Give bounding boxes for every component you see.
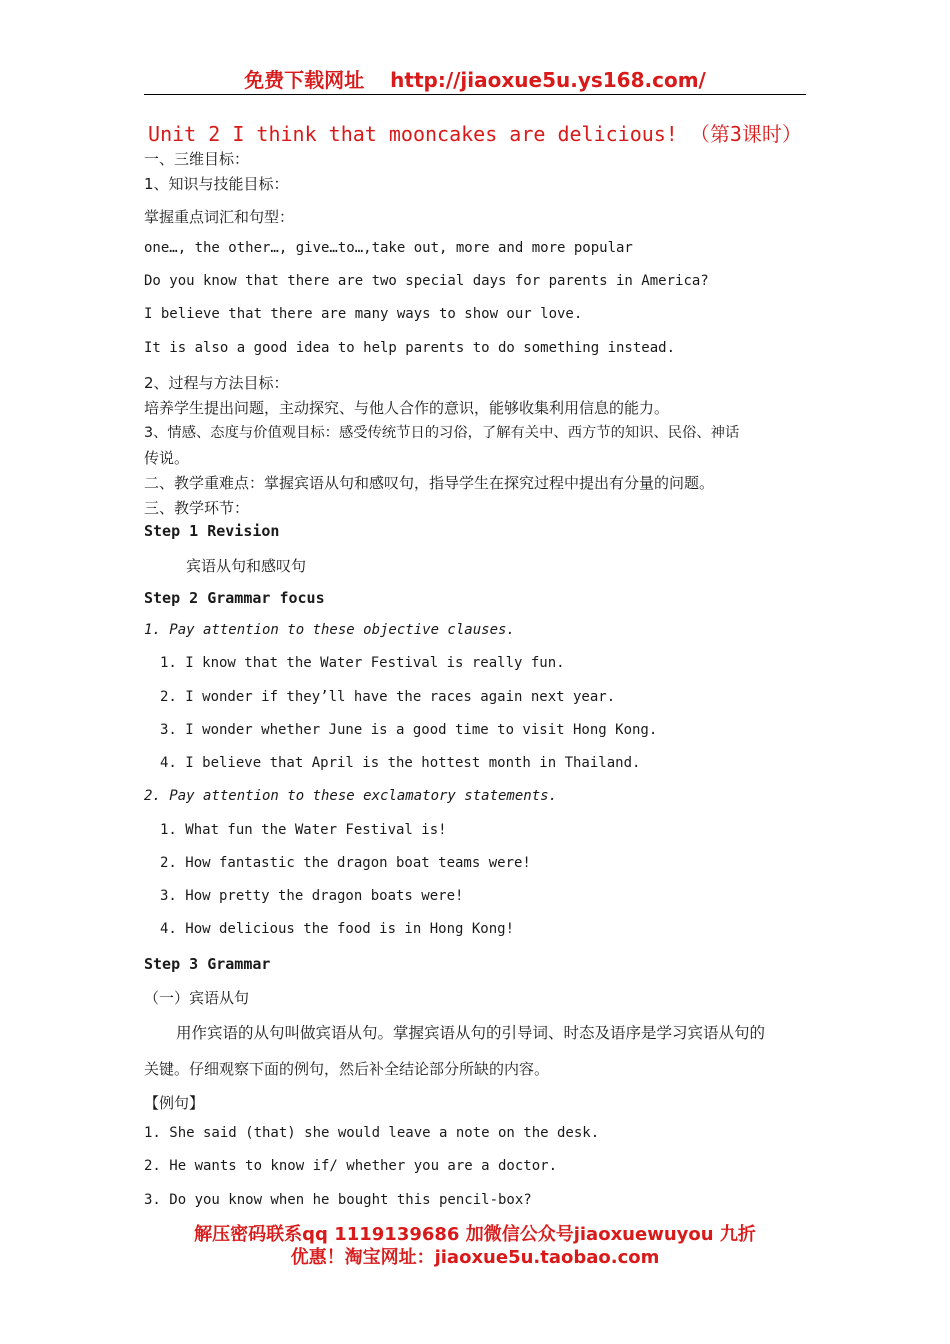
section-heading: 三、教学环节： — [144, 499, 250, 517]
example-sentence: 2. He wants to know if/ whether you are a doctor. — [144, 1158, 558, 1174]
example-sentence: It is also a good idea to help parents to do something instead. — [144, 340, 676, 356]
example-sentence: 1. She said (that) she would leave a note on the desk. — [144, 1125, 600, 1141]
vocab-line: one…, the other…, give…to…,take out, more and more popular — [144, 240, 633, 256]
list-heading: 1. Pay attention to these objective clauses. — [144, 622, 515, 638]
paragraph: 传说。 — [144, 449, 190, 467]
subsection-heading: 1、知识与技能目标： — [144, 175, 289, 193]
list-item: 4. I believe that April is the hottest month in Thailand. — [160, 755, 641, 771]
step-heading: Step 2 Grammar focus — [144, 589, 325, 607]
paragraph: 宾语从句和感叹句 — [186, 557, 307, 575]
paragraph: 掌握重点词汇和句型： — [144, 208, 295, 226]
header-label: 免费下载网址 — [244, 68, 365, 92]
list-item: 1. I know that the Water Festival is really fun. — [160, 655, 565, 671]
footer-line-1: 解压密码联系qq 1119139686 加微信公众号jiaoxuewuyou 九折 — [194, 1224, 756, 1245]
step-heading: Step 3 Grammar — [144, 955, 271, 973]
section-heading: 一、三维目标： — [144, 150, 250, 168]
header-rule — [144, 94, 806, 95]
example-sentence: I believe that there are many ways to show our love. — [144, 306, 583, 322]
list-item: 1. What fun the Water Festival is! — [160, 822, 447, 838]
list-item: 2. I wonder if they’ll have the races again next year. — [160, 689, 616, 705]
page-title: Unit 2 I think that mooncakes are delicious! （第3课时） — [148, 122, 802, 146]
paragraph: 3、情感、态度与价值观目标：感受传统节日的习俗，了解有关中、西方节的知识、民俗、神话 — [144, 425, 740, 441]
header-url[interactable]: http://jiaoxue5u.ys168.com/ — [390, 68, 706, 92]
example-sentence: Do you know that there are two special days for parents in America? — [144, 273, 709, 289]
paragraph: 培养学生提出问题，主动探究、与他人合作的意识，能够收集利用信息的能力。 — [144, 399, 670, 417]
list-item: 3. How pretty the dragon boats were! — [160, 888, 464, 904]
subsection-heading: 2、过程与方法目标： — [144, 374, 289, 392]
subsection-heading: （一）宾语从句 — [144, 989, 250, 1007]
example-sentence: 3. Do you know when he bought this pencil-box? — [144, 1192, 532, 1208]
list-item: 2. How fantastic the dragon boat teams were! — [160, 855, 531, 871]
page-header — [144, 64, 806, 93]
list-item: 4. How delicious the food is in Hong Kong! — [160, 921, 515, 937]
paragraph: 关键。仔细观察下面的例句，然后补全结论部分所缺的内容。 — [144, 1060, 550, 1078]
list-heading: 2. Pay attention to these exclamatory statements. — [144, 788, 558, 804]
step-heading: Step 1 Revision — [144, 522, 280, 540]
paragraph: 用作宾语的从句叫做宾语从句。掌握宾语从句的引导词、时态及语序是学习宾语从句的 — [176, 1024, 766, 1042]
section-heading: 二、教学重难点：掌握宾语从句和感叹句，指导学生在探究过程中提出有分量的问题。 — [144, 474, 715, 492]
list-item: 3. I wonder whether June is a good time to visit Hong Kong. — [160, 722, 658, 738]
footer-line-2: 优惠！淘宝网址：jiaoxue5u.taobao.com — [290, 1247, 660, 1268]
example-heading: 【例句】 — [144, 1094, 205, 1112]
